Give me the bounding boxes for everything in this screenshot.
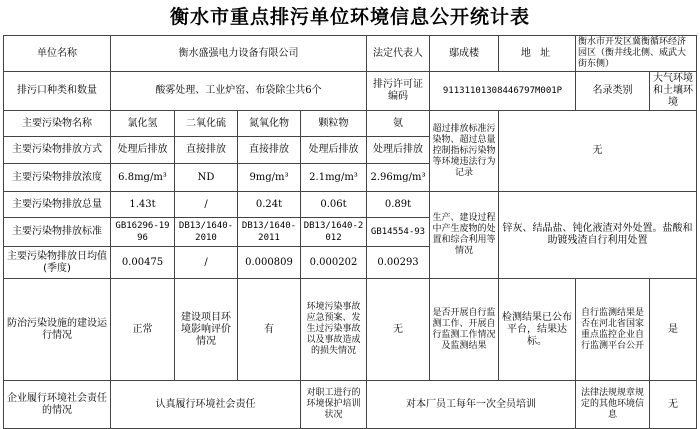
pollutant-cell: 处理后排放 [301,137,367,164]
pollutant-cell: / [175,192,238,218]
pollutant-cell: / [175,247,238,279]
facility-operation-label: 防治污染设施的建设运行情况 [4,279,111,381]
unit-name-label: 单位名称 [4,36,111,72]
pollutant-cell: 2.1mg/m³ [301,164,367,192]
pollutant-row [4,192,697,218]
unit-name-value: 衡水盛强电力设备有限公司 [111,36,367,72]
pollutant-cell: 直接排放 [175,137,238,164]
pollutant-row [4,111,697,137]
pollutant-cell: 9mg/m³ [238,164,301,192]
social-responsibility-value: 认真履行环境社会责任 [111,381,301,429]
pollutant-cell: 氨 [367,111,430,137]
permit-code-value: 91131101308446797M001P [430,72,576,111]
category-value: 大气环境和土壤环境 [650,72,697,111]
pollutant-cell: GB16296-1996 [111,218,175,247]
pollutant-cell: DB13/1640-2012 [301,218,367,247]
pollutant-row-label: 主要污染物排放标准 [4,218,111,247]
pollutant-cell: 二氧化硫 [175,111,238,137]
address-value: 衡水市开发区冀衡循环经济园区（衡井线北侧、威武大街东侧） [576,36,697,72]
platform-disclosure-value: 是 [650,279,697,381]
discharge-outlet-value: 酸雾处理、工业炉窑、布袋除尘共6个 [111,72,367,111]
facility-operation-value: 正常 [111,279,175,381]
pollutant-cell: 0.00475 [111,247,175,279]
pollutant-cell: 氯化氢 [111,111,175,137]
pollutant-cell: 0.89t [367,192,430,218]
pollutant-cell: ND [175,164,238,192]
responsibility-row [4,381,697,429]
pollutant-cell: 0.000202 [301,247,367,279]
discharge-row [4,72,697,111]
other-info-value: 无 [650,381,697,429]
pollutant-row-label: 主要污染物排放方式 [4,137,111,164]
self-monitoring-label: 是否开展自行监测工作、开展自行监测工作情况及监测结果 [430,279,499,381]
violation-record-label: 超过排放标准污染物、超过总量控制指标污染物等环境违法行为记录 [430,111,499,192]
pollutant-cell: 氮氧化物 [238,111,301,137]
eia-value: 有 [238,279,301,381]
pollutant-cell: 0.24t [238,192,301,218]
pollutant-row-label: 主要污染物排放总量 [4,192,111,218]
legal-rep-label: 法定代表人 [367,36,430,72]
facility-row [4,279,697,381]
legal-rep-value: 鄢成楼 [430,36,499,72]
pollutant-cell: 处理后排放 [111,137,175,164]
category-label: 名录类别 [576,72,650,111]
pollutant-cell: 0.06t [301,192,367,218]
emergency-plan-label: 环境污染事故应急预案、发生过污染事故以及事故造成的损失情况 [301,279,367,381]
unit-row [4,36,697,72]
pollutant-cell: 6.8mg/m³ [111,164,175,192]
pollutant-cell: DB13/1640-2010 [175,218,238,247]
permit-code-label: 排污许可证编码 [367,72,430,111]
pollutant-cell: 1.43t [111,192,175,218]
violation-record-value: 无 [499,111,697,192]
self-monitoring-value: 检测结果已公布平台，结果达标。 [499,279,576,381]
training-value: 对本厂员工每年一次全员培训 [367,381,576,429]
social-responsibility-label: 企业履行环境社会责任的情况 [4,381,111,429]
pollutant-cell: DB13/1640-2011 [238,218,301,247]
emergency-plan-value: 无 [367,279,430,381]
pollutant-cell: GB14554-93 [367,218,430,247]
pollutant-cell: 0.00293 [367,247,430,279]
pollutant-row-label: 主要污染物名称 [4,111,111,137]
pollutant-cell: 0.000809 [238,247,301,279]
pollutant-cell: 颗粒物 [301,111,367,137]
other-info-label: 法律法规规章规定的其他环境信息 [576,381,650,429]
waste-disposal-label: 生产、建设过程中产生废物的处置和综合利用等情况 [430,192,499,279]
discharge-outlet-label: 排污口种类和数量 [4,72,111,111]
environment-info-table [3,35,697,429]
training-label: 对职工进行的环境保护培训状况 [301,381,367,429]
address-label: 地 址 [499,36,576,72]
pollutant-cell: 2.96mg/m³ [367,164,430,192]
waste-disposal-value: 锌灰、结晶盐、钝化液渣对外处置。盐酸和助镀残渣自行利用处置 [499,192,697,279]
pollutant-cell: 直接排放 [238,137,301,164]
platform-disclosure-label: 自行监测结果是否在河北省国家重点监控企业自行监测平台公开 [576,279,650,381]
pollutant-row-label: 主要污染物排放浓度 [4,164,111,192]
pollutant-row-label: 主要污染物排放日均值(季度) [4,247,111,279]
eia-label: 建设项目环境影响评价情况 [175,279,238,381]
pollutant-cell: 处理后排放 [367,137,430,164]
page-title: 衡水市重点排污单位环境信息公开统计表 [169,6,530,28]
